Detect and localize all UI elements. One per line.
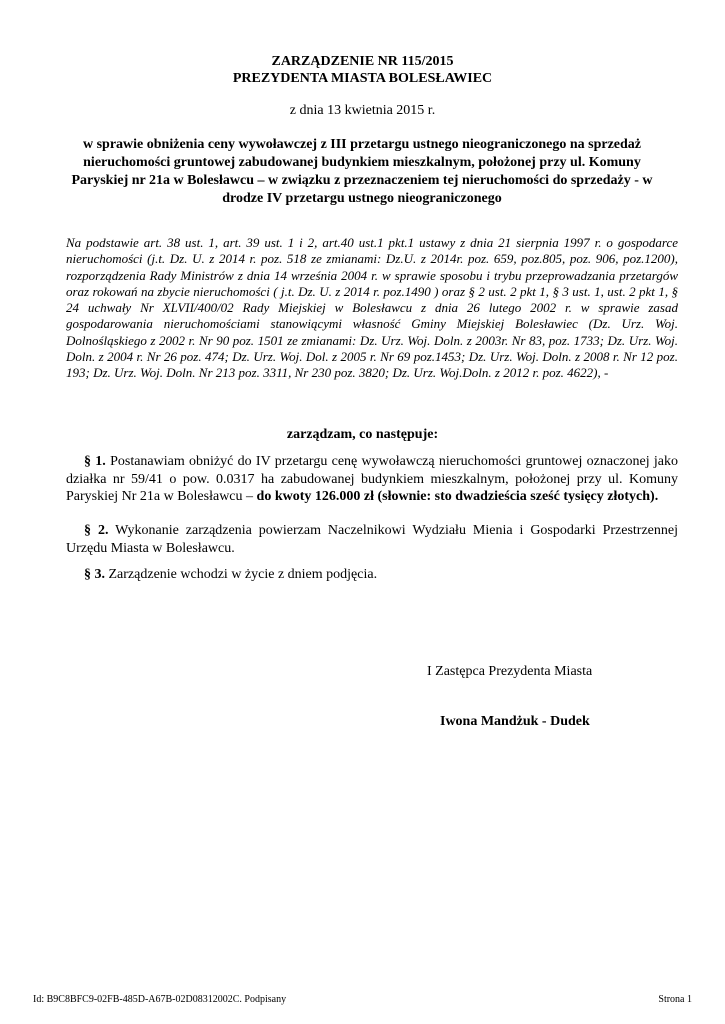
signature-name: Iwona Mandżuk - Dudek <box>440 714 590 729</box>
section-1-mark: § 1. <box>84 454 106 469</box>
footer-page-number: Strona 1 <box>658 994 692 1005</box>
document-subject: w sprawie obniżenia ceny wywoławczej z III przetargu ustnego nieograniczonego na sprzedaż nieruchomości gruntowej zabudowanej budynkiem mieszkalnym, położonej przy ul. Komuny Paryskiej nr 21a w Bolesławcu – w związku z przeznaczeniem tej nieruchomości do sprzedaży - w drodze IV przetargu ustnego nieograniczonego <box>71 137 653 206</box>
section-2 <box>66 522 678 557</box>
document-date: z dnia 13 kwietnia 2015 r. <box>289 103 436 118</box>
decree-statement: zarządzam, co następuje: <box>286 427 439 442</box>
section-1-text: Postanawiam obniżyć do IV przetargu cenę wywoławczą nieruchomości gruntowej oznaczonej jako działka nr 59/41 o pow. 0.0317 ha zabudowanej budynkiem mieszkalnym, położonej przy ul. Komuny Paryskiej Nr 21a w Bolesławcu – <box>66 454 679 504</box>
section-3 <box>66 566 678 584</box>
section-2-mark: § 2. <box>84 523 109 538</box>
section-3-mark: § 3. <box>84 567 105 582</box>
footer-document-id: Id: B9C8BFC9-02FB-485D-A67B-02D08312002C. Podpisany <box>33 994 287 1005</box>
section-3-text: Zarządzenie wchodzi w życie z dniem podjęcia. <box>105 567 378 582</box>
document-title-line1: ZARZĄDZENIE NR 115/2015 <box>271 54 454 69</box>
section-1 <box>66 453 678 506</box>
document-title-line2: PREZYDENTA MIASTA BOLESŁAWIEC <box>232 71 493 86</box>
section-1-amount: do kwoty 126.000 zł (słownie: sto dwadzieścia sześć tysięcy złotych). <box>256 489 659 504</box>
legal-basis: Na podstawie art. 38 ust. 1, art. 39 ust. 1 i 2, art.40 ust.1 pkt.1 ustawy z dnia 21 sierpnia 1997 r. o gospodarce nieruchomości (j.t. Dz. U. z 2014 r. poz. 518 ze zmianami: Dz.U. z 2014r. poz. 659, poz.805, poz. 906, poz.1200), rozporządzenia Rady Ministrów z dnia 14 września 2004 r. w sprawie sposobu i trybu przeprowadzania przetargów oraz rokowań na zbycie nieruchomości ( j.t. Dz. U. z 2014 r. poz.1490 ) oraz § 2 ust. 2 pkt 1, § 3 ust. 1, ust. 2 pkt 1, § 24 uchwały Nr XLVII/400/02 Rady Miejskiej w Bolesławcu z dnia 26 lutego 2002 r. w sprawie zasad gospodarowania nieruchomościami stanowiącymi własność Gminy Miejskiej Bolesławiec (Dz. Urz. Woj. Dolnośląskiego z 2002 r. Nr 90 poz. 1501 ze zmianami: Dz. Urz. Woj. Doln. z 2003r. Nr 83, poz. 1733; Dz. Urz. Woj. Doln. z 2004 r. Nr 26 poz. 474; Dz. Urz. Woj. Dol. z 2005 r. Nr 69 poz.1453; Dz. Urz. Woj. Doln. z 2008 r. Nr 12 poz. 193; Dz. Urz. Woj. Doln. Nr 213 poz. 3311, Nr 230 poz. 3820; Dz. Urz. Woj.Doln. z 2012 r. poz. 4622), - <box>66 235 678 381</box>
section-2-text: Wykonanie zarządzenia powierzam Naczelnikowi Wydziału Mienia i Gospodarki Przestrzennej Urzędu Miasta w Bolesławcu. <box>66 523 679 556</box>
signature-role: I Zastępca Prezydenta Miasta <box>427 664 593 679</box>
